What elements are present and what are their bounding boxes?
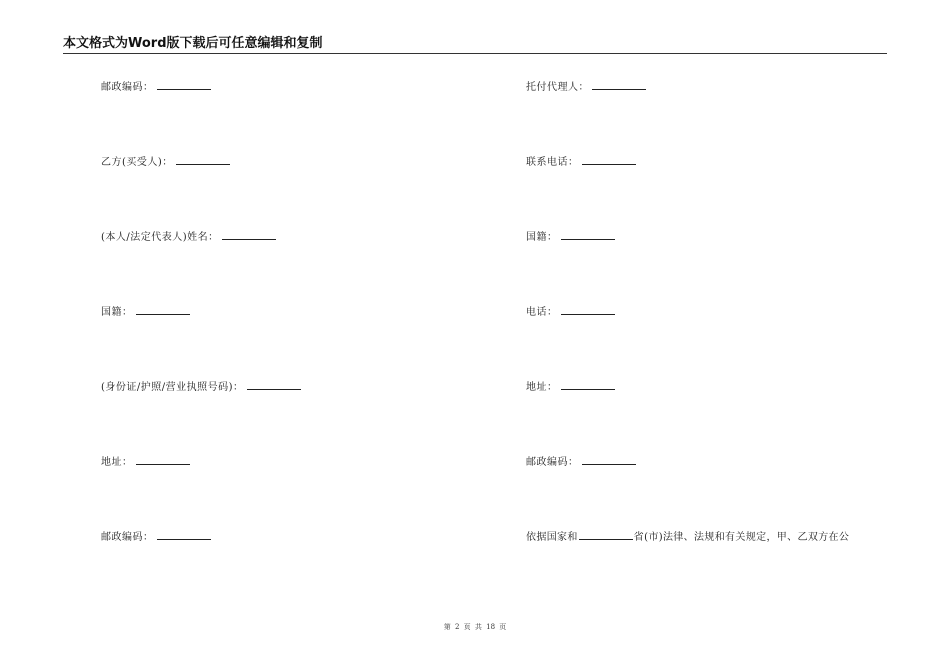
fill-blank[interactable] [561, 380, 615, 390]
footer-page-word: 页 [463, 623, 471, 631]
field-label: 邮政编码： [101, 532, 154, 543]
left-field-id-number [101, 380, 301, 394]
left-field-party-b [101, 155, 230, 169]
right-field-contact-phone [526, 155, 636, 169]
left-field-nationality [101, 305, 190, 319]
fill-blank[interactable] [136, 305, 190, 315]
fill-blank[interactable] [561, 230, 615, 240]
left-field-address [101, 455, 190, 469]
footer-suffix: 页 [499, 623, 507, 631]
fill-blank[interactable] [247, 380, 301, 390]
left-field-postal-code-1 [101, 80, 211, 94]
footer-total-word: 共 [474, 623, 482, 631]
fill-blank[interactable] [222, 230, 276, 240]
left-field-postal-code-2 [101, 530, 211, 544]
fill-blank[interactable] [157, 80, 211, 90]
right-field-postal-code [526, 455, 636, 469]
field-label: 国籍： [526, 232, 558, 243]
fill-blank[interactable] [582, 155, 636, 165]
field-label: (本人/法定代表人)姓名： [101, 232, 219, 243]
fill-blank[interactable] [136, 455, 190, 465]
field-label: 电话： [526, 307, 558, 318]
field-label: 地址： [101, 457, 133, 468]
statement-line [526, 530, 849, 544]
page-header [63, 36, 887, 54]
right-field-agent [526, 80, 646, 94]
footer-page-number: 2 [454, 623, 460, 631]
statement-after: 省(市)法律、法规和有关规定，甲、乙双方在公 [633, 532, 850, 543]
field-label: 邮政编码： [526, 457, 579, 468]
field-label: 邮政编码： [101, 82, 154, 93]
page-footer [0, 623, 950, 632]
fill-blank[interactable] [579, 530, 633, 540]
left-field-name [101, 230, 276, 244]
field-label: 联系电话： [526, 157, 579, 168]
right-field-phone [526, 305, 615, 319]
footer-prefix: 第 [443, 623, 451, 631]
header-title: 本文格式为Word版下载后可任意编辑和复制 [63, 36, 323, 51]
field-label: 地址： [526, 382, 558, 393]
fill-blank[interactable] [592, 80, 646, 90]
footer-total-pages: 18 [486, 623, 496, 631]
right-field-nationality [526, 230, 615, 244]
right-field-address [526, 380, 615, 394]
field-label: 乙方(买受人)： [101, 157, 173, 168]
fill-blank[interactable] [176, 155, 230, 165]
fill-blank[interactable] [157, 530, 211, 540]
fill-blank[interactable] [561, 305, 615, 315]
fill-blank[interactable] [582, 455, 636, 465]
field-label: 国籍： [101, 307, 133, 318]
statement-before: 依据国家和 [526, 532, 578, 543]
field-label: 托付代理人： [526, 82, 589, 93]
field-label: (身份证/护照/营业执照号码)： [101, 382, 244, 393]
